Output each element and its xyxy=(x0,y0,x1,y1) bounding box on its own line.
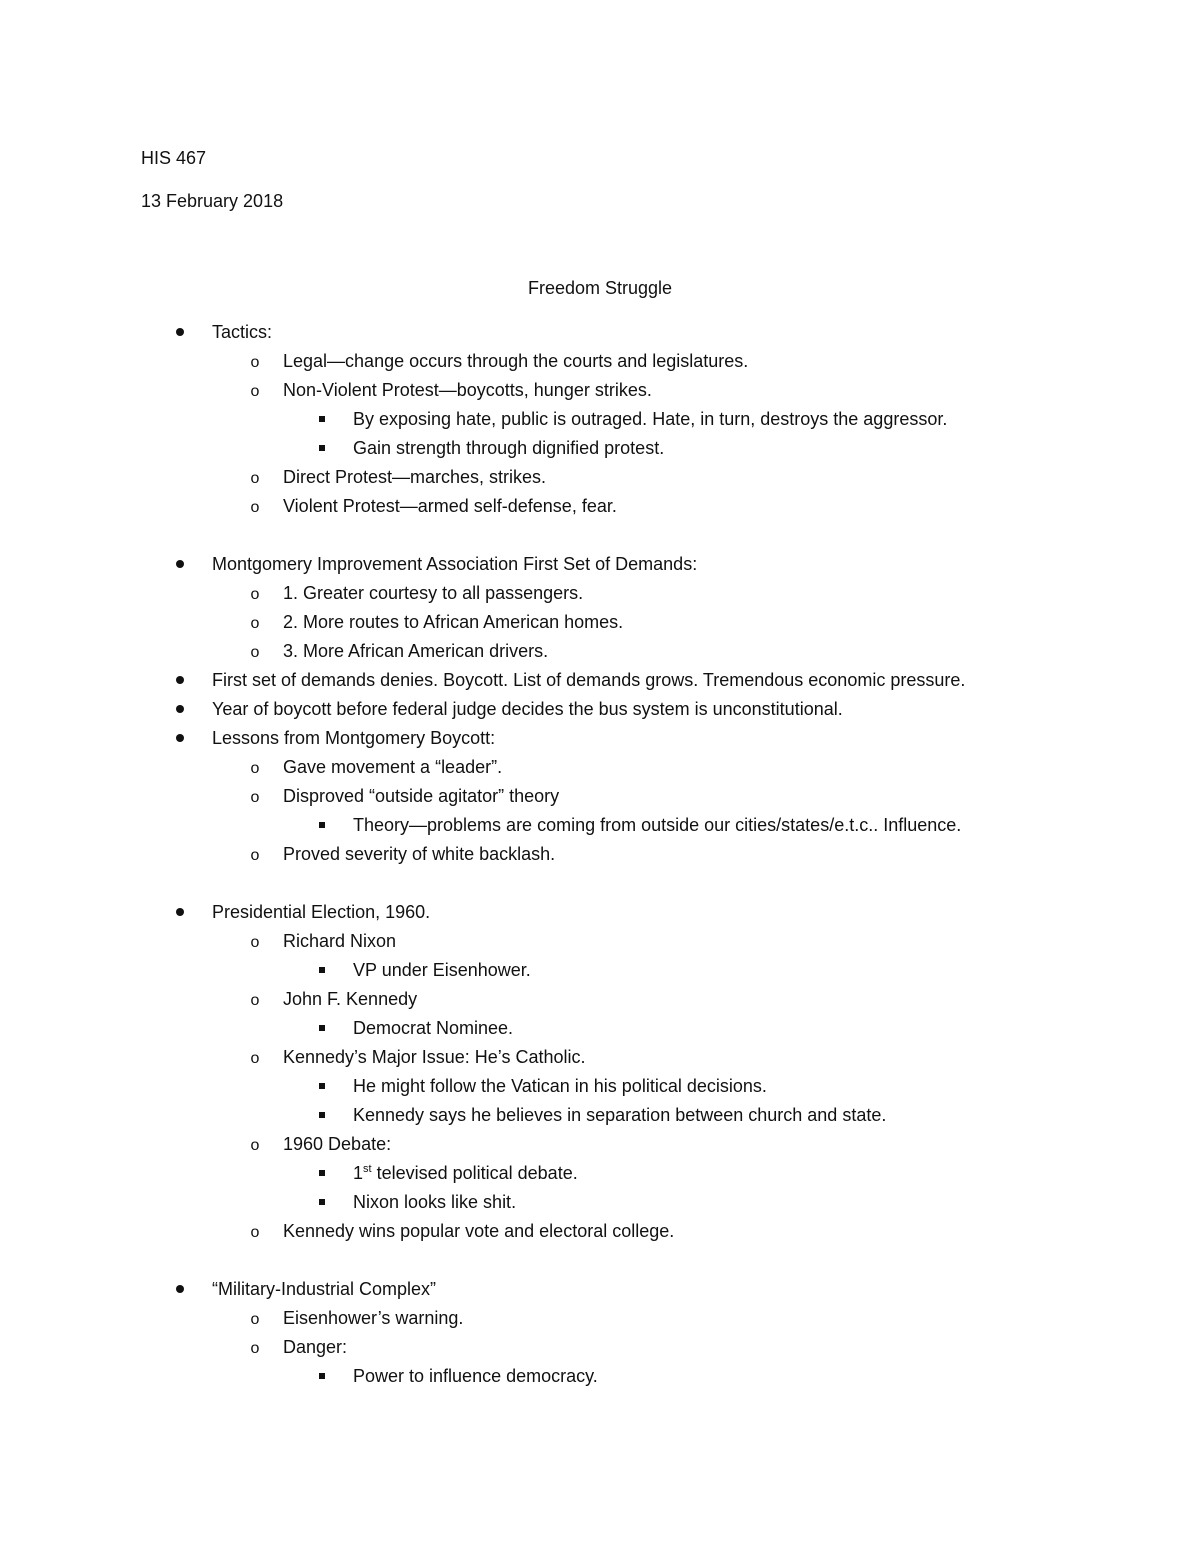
bullet-square-icon xyxy=(312,1188,332,1217)
outline-text: Nixon looks like shit. xyxy=(353,1192,517,1212)
bullet-dot-icon xyxy=(170,318,190,347)
bullet-circle-icon: o xyxy=(250,992,260,1009)
document-title: Freedom Struggle xyxy=(527,278,673,298)
outline-item-level-3 xyxy=(0,434,1200,463)
outline-text: First set of demands denies. Boycott. List of demands grows. Tremendous economic pressure. xyxy=(212,670,966,690)
bullet-dot-icon xyxy=(170,724,190,753)
outline-text: Presidential Election, 1960. xyxy=(212,902,431,922)
bullet-square-icon xyxy=(312,1101,332,1130)
bullet-square-icon xyxy=(312,1014,332,1043)
outline-text: 1. Greater courtesy to all passengers. xyxy=(283,583,584,603)
bullet-circle-icon: o xyxy=(250,354,260,371)
bullet-dot-icon xyxy=(170,898,190,927)
outline-item-level-2 xyxy=(0,782,1200,811)
outline-item-level-3 xyxy=(0,1014,1200,1043)
outline-text: Legal—change occurs through the courts and legislatures. xyxy=(283,351,749,371)
bullet-circle-icon: o xyxy=(250,470,260,487)
outline-item-level-2 xyxy=(0,840,1200,869)
outline-text: VP under Eisenhower. xyxy=(353,960,531,980)
outline-item-level-2 xyxy=(0,492,1200,521)
outline-text: Kennedy says he believes in separation between church and state. xyxy=(353,1105,887,1125)
bullet-square-icon xyxy=(312,956,332,985)
outline-item-level-2 xyxy=(0,927,1200,956)
outline-item-level-2 xyxy=(0,579,1200,608)
outline-text: Richard Nixon xyxy=(283,931,397,951)
outline-item-level-3 xyxy=(0,956,1200,985)
outline-item-level-2 xyxy=(0,985,1200,1014)
outline-item-level-2 xyxy=(0,753,1200,782)
outline-text: Lessons from Montgomery Boycott: xyxy=(212,728,496,748)
outline-text: 1st televised political debate. xyxy=(353,1163,578,1183)
outline-item-level-2 xyxy=(0,376,1200,405)
outline-text: By exposing hate, public is outraged. Hate, in turn, destroys the aggressor. xyxy=(353,409,948,429)
outline-text: Disproved “outside agitator” theory xyxy=(283,786,560,806)
outline-text: Power to influence democracy. xyxy=(353,1366,598,1386)
bullet-dot-icon xyxy=(170,1275,190,1304)
outline-text: 2. More routes to African American homes. xyxy=(283,612,624,632)
outline-item-level-3 xyxy=(0,1159,1200,1188)
outline-text: Eisenhower’s warning. xyxy=(283,1308,464,1328)
outline-text: Year of boycott before federal judge decides the bus system is unconstitutional. xyxy=(212,699,843,719)
outline-item-level-1 xyxy=(0,666,1200,695)
outline-item-level-3 xyxy=(0,811,1200,840)
outline-item-level-1 xyxy=(0,318,1200,347)
outline-text-rest: televised political debate. xyxy=(371,1163,578,1183)
outline-text: He might follow the Vatican in his political decisions. xyxy=(353,1076,767,1096)
bullet-circle-icon: o xyxy=(250,1311,260,1328)
bullet-circle-icon: o xyxy=(250,499,260,516)
outline-item-level-2 xyxy=(0,1333,1200,1362)
outline-text: Tactics: xyxy=(212,322,273,342)
outline-text: Proved severity of white backlash. xyxy=(283,844,556,864)
bullet-circle-icon: o xyxy=(250,1224,260,1241)
outline-text: Montgomery Improvement Association First Set of Demands: xyxy=(212,554,698,574)
document-date: 13 February 2018 xyxy=(141,191,284,211)
outline-item-level-1 xyxy=(0,898,1200,927)
outline-text: Gave movement a “leader”. xyxy=(283,757,503,777)
bullet-circle-icon: o xyxy=(250,847,260,864)
outline-item-level-1 xyxy=(0,724,1200,753)
bullet-circle-icon: o xyxy=(250,1137,260,1154)
outline-text: Theory—problems are coming from outside our cities/states/e.t.c.. Influence. xyxy=(353,815,962,835)
outline-text: Gain strength through dignified protest. xyxy=(353,438,665,458)
course-code: HIS 467 xyxy=(141,148,207,168)
bullet-square-icon xyxy=(312,1072,332,1101)
outline-text: Violent Protest—armed self-defense, fear. xyxy=(283,496,617,516)
outline-item-level-2 xyxy=(0,1304,1200,1333)
bullet-circle-icon: o xyxy=(250,1050,260,1067)
bullet-circle-icon: o xyxy=(250,1340,260,1357)
outline-item-level-3 xyxy=(0,1101,1200,1130)
outline-item-level-3 xyxy=(0,1188,1200,1217)
outline-text: Kennedy’s Major Issue: He’s Catholic. xyxy=(283,1047,586,1067)
bullet-circle-icon: o xyxy=(250,615,260,632)
outline-item-level-1 xyxy=(0,695,1200,724)
outline-item-level-2 xyxy=(0,637,1200,666)
bullet-square-icon xyxy=(312,1362,332,1391)
ordinal-suffix: st xyxy=(363,1163,372,1175)
bullet-circle-icon: o xyxy=(250,760,260,777)
bullet-square-icon xyxy=(312,1159,332,1188)
bullet-circle-icon: o xyxy=(250,934,260,951)
bullet-circle-icon: o xyxy=(250,586,260,603)
outline-text: Direct Protest—marches, strikes. xyxy=(283,467,547,487)
outline-text: Non-Violent Protest—boycotts, hunger strikes. xyxy=(283,380,652,400)
outline-item-level-2 xyxy=(0,1130,1200,1159)
outline-text: 1960 Debate: xyxy=(283,1134,392,1154)
outline-text: “Military-Industrial Complex” xyxy=(212,1279,437,1299)
outline-item-level-1 xyxy=(0,1275,1200,1304)
bullet-dot-icon xyxy=(170,666,190,695)
outline-text: Democrat Nominee. xyxy=(353,1018,514,1038)
bullet-circle-icon: o xyxy=(250,383,260,400)
bullet-square-icon xyxy=(312,434,332,463)
outline-text: Danger: xyxy=(283,1337,348,1357)
bullet-circle-icon: o xyxy=(250,789,260,806)
outline-item-level-3 xyxy=(0,1072,1200,1101)
outline-item-level-2 xyxy=(0,1043,1200,1072)
outline-item-level-2 xyxy=(0,1217,1200,1246)
outline-item-level-2 xyxy=(0,463,1200,492)
bullet-square-icon xyxy=(312,405,332,434)
bullet-dot-icon xyxy=(170,695,190,724)
bullet-dot-icon xyxy=(170,550,190,579)
outline-item-level-2 xyxy=(0,347,1200,376)
outline-text: Kennedy wins popular vote and electoral college. xyxy=(283,1221,675,1241)
outline-text: John F. Kennedy xyxy=(283,989,418,1009)
outline-item-level-3 xyxy=(0,405,1200,434)
bullet-circle-icon: o xyxy=(250,644,260,661)
bullet-square-icon xyxy=(312,811,332,840)
outline-item-level-2 xyxy=(0,608,1200,637)
outline-text: 3. More African American drivers. xyxy=(283,641,549,661)
outline-item-level-1 xyxy=(0,550,1200,579)
outline-item-level-3 xyxy=(0,1362,1200,1391)
